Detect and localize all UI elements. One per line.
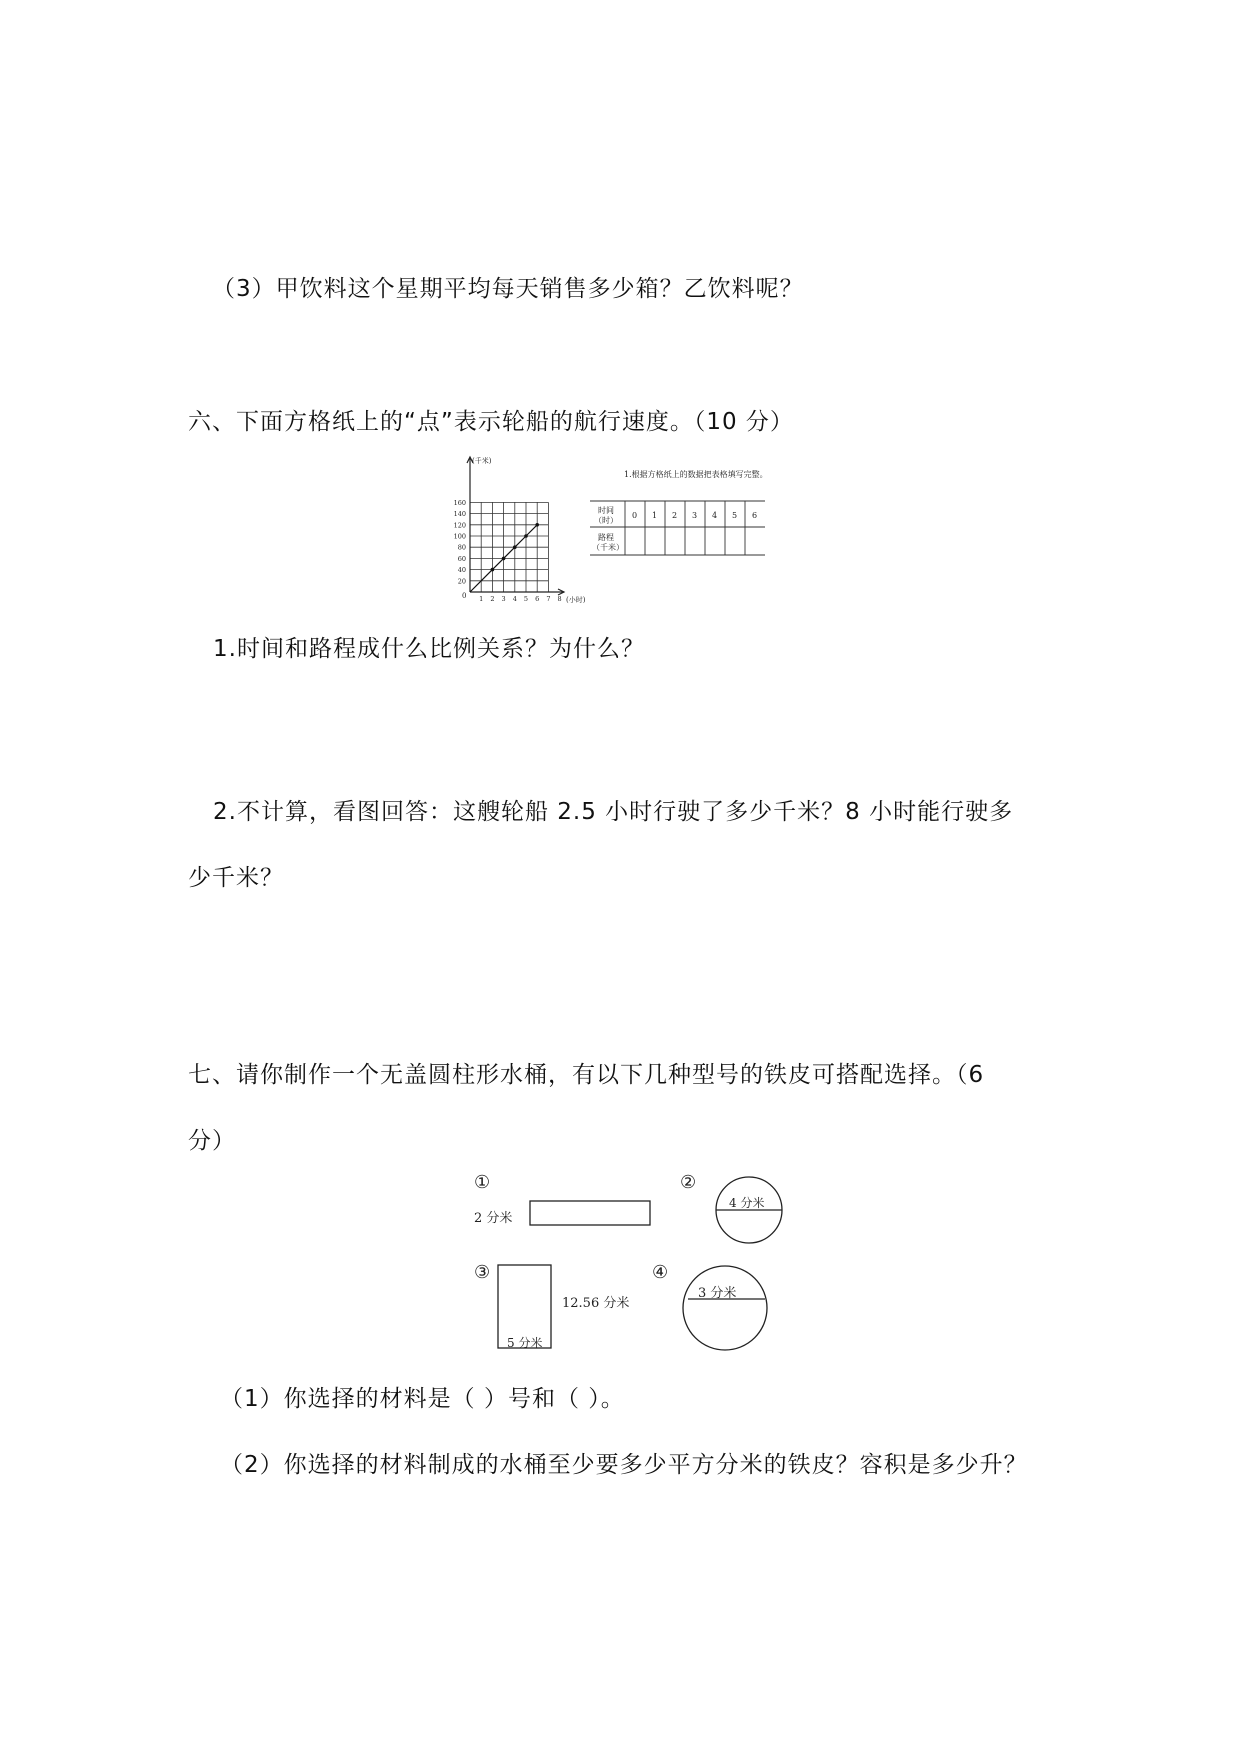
table-header-cell: 4 [712, 511, 718, 520]
sheet-shapes [460, 1170, 790, 1360]
table-header-cell: 5 [732, 511, 738, 520]
table-header-cell: 1 [652, 511, 658, 520]
x-tick-label: 6 [535, 595, 540, 603]
y-tick-label: 20 [457, 577, 466, 586]
x-tick-label: 2 [490, 595, 495, 603]
y-axis-unit: (千米) [472, 457, 492, 465]
data-point [491, 568, 495, 572]
section-7-title-line-2: 分） [188, 1128, 236, 1154]
x-tick-label: 4 [512, 595, 517, 603]
shape-2-number: ② [680, 1172, 697, 1193]
data-point [535, 523, 539, 527]
shape-3-bottom-label: 5 分米 [507, 1336, 543, 1350]
table-header-cell: 0 [632, 511, 638, 520]
section-6-question-1: 1.时间和路程成什么比例关系？为什么？ [213, 636, 645, 662]
x-tick-label: 5 [523, 595, 529, 603]
row-distance-label: 路程 [598, 533, 614, 542]
table-header-cell: 2 [672, 511, 678, 520]
table-caption: 1.根据方格纸上的数据把表格填写完整。 [624, 470, 768, 479]
x-tick-label: 3 [501, 595, 506, 603]
circle-sheet-4 [683, 1266, 767, 1350]
x-axis-unit: (小时) [566, 596, 586, 604]
section-6-question-2-line-1: 2.不计算，看图回答：这艘轮船 2.5 小时行驶了多少千米？8 小时能行驶多 [213, 799, 1014, 825]
data-point [513, 545, 517, 549]
data-point [502, 557, 506, 561]
section-6-title: 六、下面方格纸上的“点”表示轮船的航行速度。（10 分） [188, 409, 794, 435]
origin-label: 0 [462, 592, 467, 600]
section-6-question-2-line-2: 少千米？ [188, 865, 284, 891]
shape-4-number: ④ [652, 1262, 669, 1283]
y-tick-label: 80 [457, 543, 466, 552]
y-tick-label: 40 [457, 566, 466, 575]
question-5-3: （3）甲饮料这个星期平均每天销售多少箱？乙饮料呢？ [212, 276, 804, 302]
table-header-cell: 6 [752, 511, 758, 520]
shape-2-label: 4 分米 [729, 1196, 765, 1210]
speed-table [590, 460, 775, 560]
table-header-cell: 3 [692, 511, 698, 520]
section-7-question-2: （2）你选择的材料制成的水桶至少要多少平方分米的铁皮？容积是多少升？ [220, 1452, 1028, 1478]
y-tick-label: 100 [453, 532, 466, 541]
shape-3-side-label: 12.56 分米 [562, 1296, 630, 1311]
y-tick-label: 140 [453, 510, 466, 519]
rectangle-sheet-1 [530, 1201, 650, 1225]
row-time-unit: （时） [594, 516, 618, 525]
row-time-label: 时间 [598, 506, 614, 515]
speed-grid-chart [432, 452, 610, 604]
shape-3-number: ③ [474, 1262, 491, 1283]
data-point [524, 534, 528, 538]
y-tick-label: 160 [453, 498, 466, 507]
shape-4-label: 3 分米 [698, 1286, 737, 1301]
y-tick-label: 120 [453, 521, 466, 530]
section-7-question-1: （1）你选择的材料是（ ）号和（ ）。 [220, 1386, 625, 1412]
x-tick-label: 8 [557, 595, 562, 603]
row-distance-unit: （千米） [592, 543, 624, 552]
y-tick-label: 60 [457, 554, 466, 563]
x-tick-label: 7 [546, 595, 551, 603]
shape-1-number: ① [474, 1172, 491, 1193]
section-7-title-line-1: 七、请你制作一个无盖圆柱形水桶，有以下几种型号的铁皮可搭配选择。（6 [188, 1062, 985, 1088]
x-tick-label: 1 [479, 595, 484, 603]
shape-1-label: 2 分米 [474, 1211, 513, 1226]
